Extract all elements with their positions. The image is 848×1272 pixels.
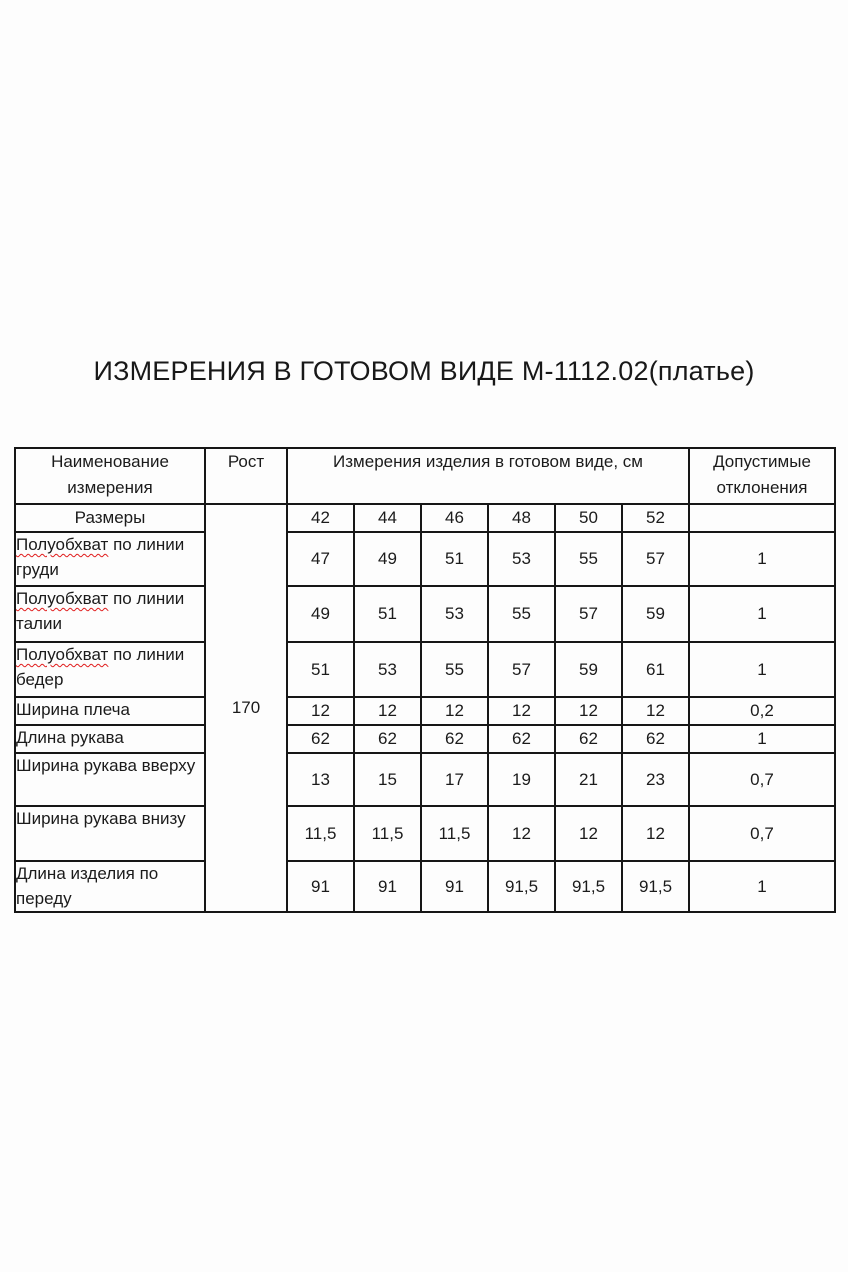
measurement-value: 57 [622, 532, 689, 586]
size-cell: 42 [287, 504, 354, 532]
size-cell: 48 [488, 504, 555, 532]
measurement-value: 12 [555, 697, 622, 725]
col-header-height: Рост [205, 448, 287, 504]
measurement-value: 11,5 [421, 806, 488, 861]
col-header-measurement-name: Наименование измерения [15, 448, 205, 504]
measurement-value: 61 [622, 642, 689, 697]
measurement-value: 19 [488, 753, 555, 806]
col-header-finished-measurements: Измерения изделия в готовом виде, см [287, 448, 689, 504]
measurement-value: 49 [354, 532, 421, 586]
tolerance-value: 0,7 [689, 753, 835, 806]
misspelled-word: Полуобхват [16, 645, 109, 664]
measurement-value: 53 [488, 532, 555, 586]
measurement-value: 57 [555, 586, 622, 642]
measurement-value: 11,5 [354, 806, 421, 861]
height-value-cell: 170 [205, 504, 287, 912]
measurement-value: 91 [287, 861, 354, 912]
misspelled-word: Полуобхват [16, 589, 109, 608]
measurement-value: 53 [354, 642, 421, 697]
row-label-rest: по линии талии [16, 589, 185, 633]
tolerance-value: 0,2 [689, 697, 835, 725]
measurement-value: 12 [421, 697, 488, 725]
row-label-waist-girth [15, 586, 205, 642]
measurement-value: 55 [555, 532, 622, 586]
size-cell: 52 [622, 504, 689, 532]
measurement-value: 51 [354, 586, 421, 642]
measurement-value: 21 [555, 753, 622, 806]
measurement-value: 62 [555, 725, 622, 753]
row-label-front-length: Длина изделия по переду [15, 861, 205, 912]
measurement-value: 47 [287, 532, 354, 586]
tolerance-value: 1 [689, 586, 835, 642]
measurement-value: 51 [421, 532, 488, 586]
size-cell: 44 [354, 504, 421, 532]
measurement-value: 62 [622, 725, 689, 753]
tolerance-value: 1 [689, 725, 835, 753]
tolerance-value: 0,7 [689, 806, 835, 861]
measurement-value: 15 [354, 753, 421, 806]
measurement-value: 59 [622, 586, 689, 642]
table-row-sleeve-width-bottom [15, 806, 835, 861]
measurements-table [14, 447, 836, 913]
misspelled-word: Полуобхват [16, 535, 109, 554]
table-row-waist-girth [15, 586, 835, 642]
measurement-value: 12 [488, 806, 555, 861]
size-cell: 46 [421, 504, 488, 532]
table-row-hip-girth [15, 642, 835, 697]
measurement-value: 49 [287, 586, 354, 642]
measurement-value: 51 [287, 642, 354, 697]
row-label-rest: по линии бедер [16, 645, 185, 689]
table-row-sleeve-width-top [15, 753, 835, 806]
measurement-value: 12 [622, 697, 689, 725]
table-row-bust-girth [15, 532, 835, 586]
table-row-front-length [15, 861, 835, 912]
tolerance-empty-cell [689, 504, 835, 532]
measurement-value: 12 [555, 806, 622, 861]
row-label-rest: по линии груди [16, 535, 185, 579]
sizes-row-label: Размеры [15, 504, 205, 532]
row-label-hip-girth [15, 642, 205, 697]
measurement-value: 12 [354, 697, 421, 725]
measurement-value: 12 [488, 697, 555, 725]
sizes-row [15, 504, 835, 532]
measurement-value: 55 [421, 642, 488, 697]
measurement-value: 91,5 [622, 861, 689, 912]
measurement-value: 57 [488, 642, 555, 697]
measurement-value: 53 [421, 586, 488, 642]
row-label-shoulder-width: Ширина плеча [15, 697, 205, 725]
row-label-sleeve-width-bottom: Ширина рукава внизу [15, 806, 205, 861]
tolerance-value: 1 [689, 532, 835, 586]
measurement-value: 59 [555, 642, 622, 697]
measurement-value: 62 [421, 725, 488, 753]
measurement-value: 62 [488, 725, 555, 753]
measurement-value: 12 [287, 697, 354, 725]
measurement-value: 91,5 [555, 861, 622, 912]
measurement-value: 17 [421, 753, 488, 806]
row-label-sleeve-length: Длина рукава [15, 725, 205, 753]
page-title: ИЗМЕРЕНИЯ В ГОТОВОМ ВИДЕ М-1112.02(платье) [93, 356, 755, 386]
table-row-shoulder-width [15, 697, 835, 725]
row-label-bust-girth [15, 532, 205, 586]
measurement-value: 13 [287, 753, 354, 806]
measurement-value: 23 [622, 753, 689, 806]
measurement-value: 62 [354, 725, 421, 753]
measurement-value: 91 [421, 861, 488, 912]
col-header-tolerance: Допустимые отклонения [689, 448, 835, 504]
row-label-sleeve-width-top: Ширина рукава вверху [15, 753, 205, 806]
size-cell: 50 [555, 504, 622, 532]
measurement-value: 91 [354, 861, 421, 912]
table-row-sleeve-length [15, 725, 835, 753]
measurement-value: 55 [488, 586, 555, 642]
measurement-value: 12 [622, 806, 689, 861]
measurement-value: 11,5 [287, 806, 354, 861]
measurement-value: 91,5 [488, 861, 555, 912]
tolerance-value: 1 [689, 642, 835, 697]
header-row [15, 448, 835, 504]
tolerance-value: 1 [689, 861, 835, 912]
measurement-value: 62 [287, 725, 354, 753]
